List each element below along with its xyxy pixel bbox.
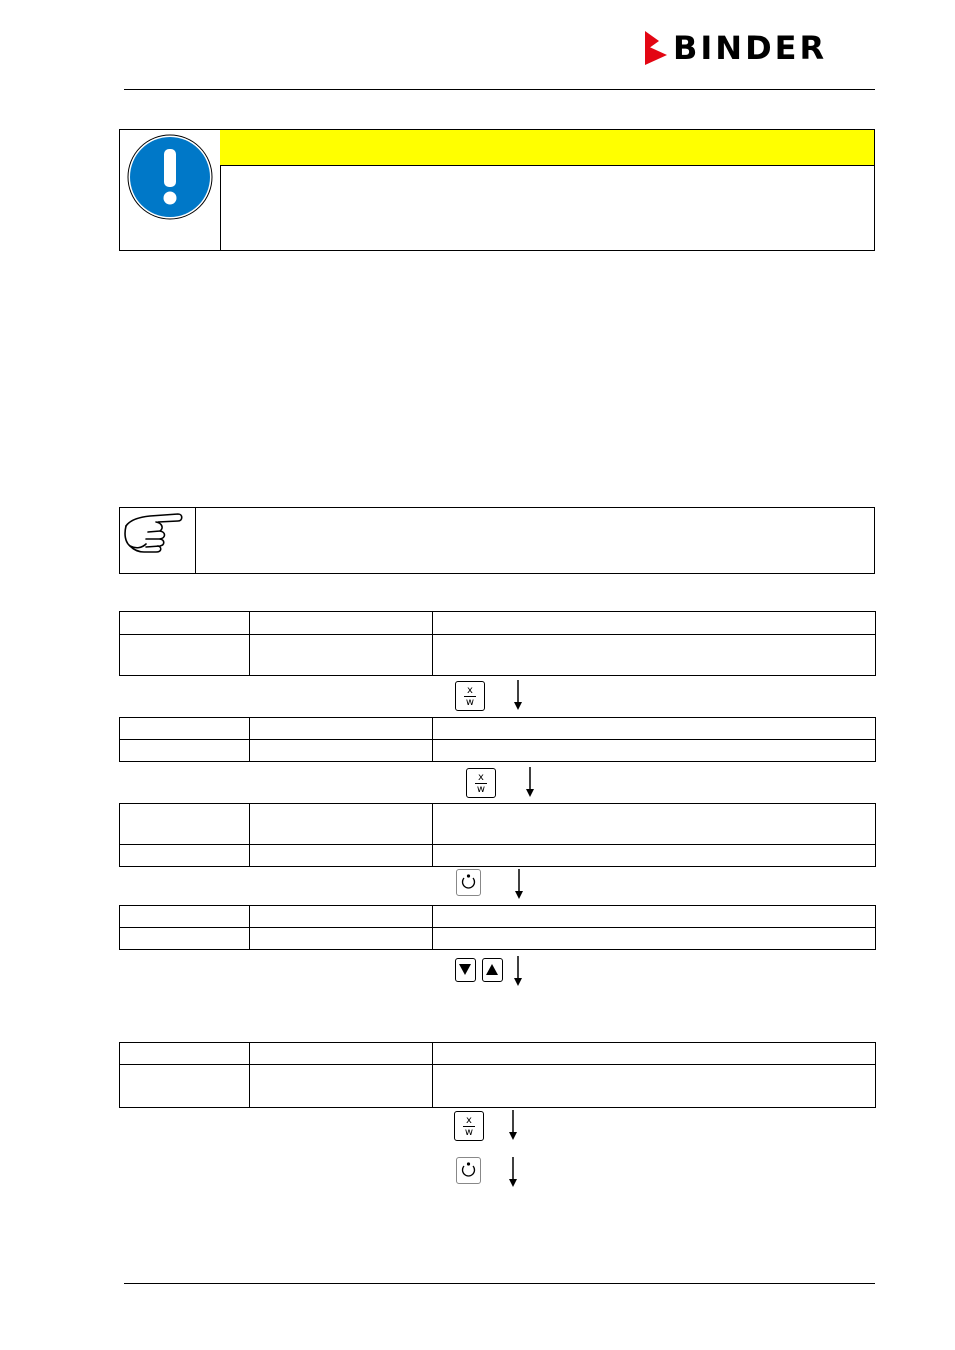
table-3 [119,803,876,867]
table-4 [119,905,876,950]
xw-key-w: w [476,784,486,795]
caution-icon-cell [120,130,221,250]
table-row [120,804,876,845]
pointing-hand-icon [120,508,195,573]
table-row [120,612,876,635]
down-arrow-icon [514,869,524,899]
xw-key-x: x [464,685,476,697]
table-1 [119,611,876,676]
table-row [120,928,876,950]
caution-body [220,166,874,250]
triangle-down-icon [456,959,474,980]
xw-key-icon [455,681,485,711]
xw-key-icon [454,1111,484,1141]
table-row [120,845,876,867]
caution-box [119,129,875,251]
footer-rule [124,1283,875,1284]
up-key-icon [482,958,503,982]
down-arrow-icon [513,956,523,986]
brand-name: BINDER [673,29,828,67]
binder-logo [645,30,877,66]
rotate-key-icon [456,869,481,896]
rotate-key-icon [456,1157,481,1184]
down-key-icon [455,958,476,982]
note-icon-cell [120,508,196,573]
rotate-icon [457,870,480,895]
xw-key-w: w [464,1127,474,1138]
table-row [120,1065,876,1108]
triangle-up-icon [483,959,501,980]
xw-key-w: w [465,697,475,708]
exclamation-icon [120,130,220,250]
table-row [120,635,876,676]
down-arrow-icon [525,767,535,797]
xw-key-x: x [463,1115,475,1127]
down-arrow-icon [513,680,523,710]
binder-logo-mark [645,31,667,65]
table-5 [119,1042,876,1108]
table-row [120,718,876,740]
xw-key-icon [466,768,496,798]
rotate-icon [457,1158,480,1183]
note-box [119,507,875,574]
table-row [120,906,876,928]
table-row [120,740,876,762]
caution-header-bar [220,130,874,166]
table-2 [119,717,876,762]
down-arrow-icon [508,1110,518,1140]
header-rule [124,89,875,90]
xw-key-x: x [475,772,487,784]
down-arrow-icon [508,1157,518,1187]
table-row [120,1043,876,1065]
